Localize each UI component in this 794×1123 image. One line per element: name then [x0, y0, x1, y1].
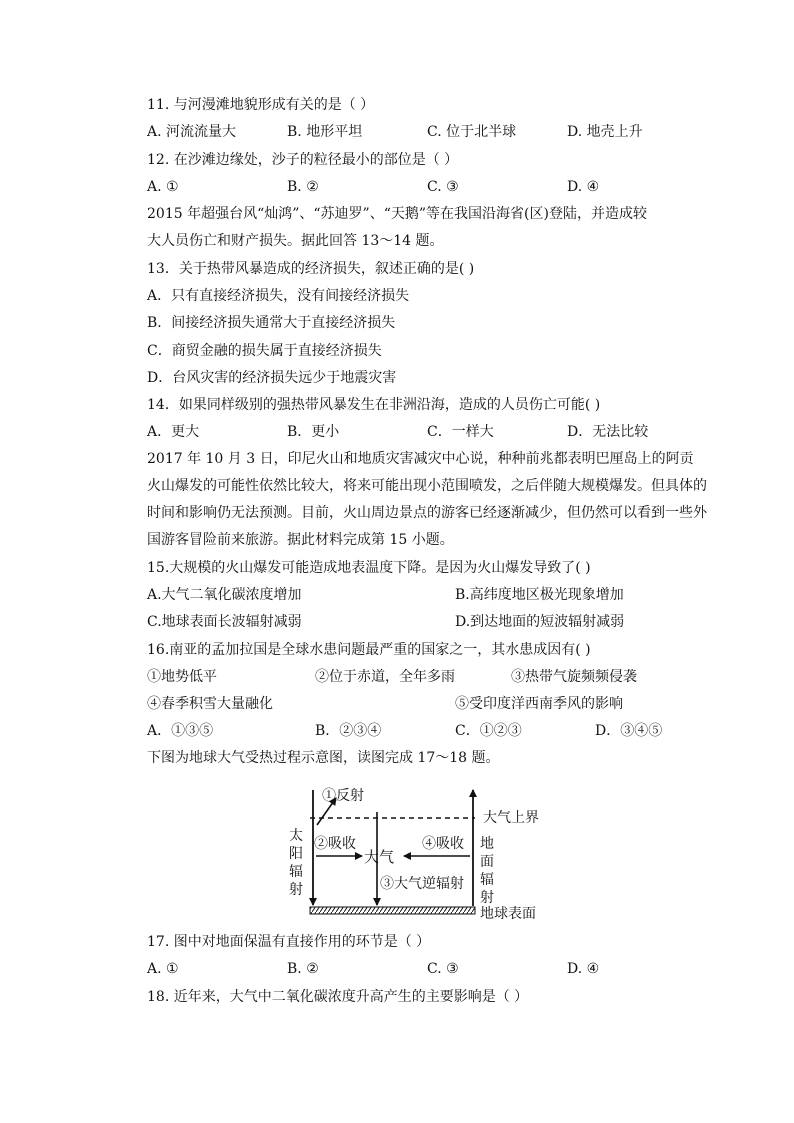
q12-stem: 12. 在沙滩边缘处，沙子的粒径最小的部位是（ ） [147, 152, 459, 168]
solar-radiation-char: 辐 [289, 864, 303, 880]
solar-radiation-char: 阳 [289, 846, 303, 862]
ground-radiation-char: 辐 [480, 872, 494, 888]
q13-option-d: D．台风灾害的经济损失远少于地震灾害 [147, 370, 397, 386]
passage2-line: 国游客冒险前来旅游。据此材料完成第 15 小题。 [147, 532, 454, 548]
q11-option-b: B. 地形平坦 [287, 124, 363, 140]
q16-item: ③热带气旋频频侵袭 [511, 669, 637, 685]
q15-option-b: B.高纬度地区极光现象增加 [455, 587, 624, 603]
q15-option-c: C.地球表面长波辐射减弱 [147, 614, 302, 630]
q13-option-a: A．只有直接经济损失，没有间接经济损失 [147, 288, 410, 304]
q14-option-a: A．更大 [147, 424, 200, 440]
q17-option-c: C. ③ [427, 961, 459, 977]
q14-option-b: B．更小 [287, 424, 340, 440]
solar-radiation-char: 射 [289, 882, 303, 898]
ground-radiation-char: 面 [480, 854, 494, 870]
q15-option-d: D.到达地面的短波辐射减弱 [455, 614, 625, 630]
ground-surface-label: 地球表面 [480, 906, 536, 920]
q16-item: ④春季积雪大量融化 [147, 696, 273, 712]
q14-option-c: C．一样大 [427, 424, 494, 440]
ground-radiation-char: 地 [480, 836, 494, 852]
q11-option-c: C. 位于北半球 [427, 124, 517, 140]
step1-reflect-label: ①反射 [322, 788, 364, 804]
q12-option-c: C. ③ [427, 179, 459, 195]
q13-stem: 13．关于热带风暴造成的经济损失，叙述正确的是( ) [147, 261, 475, 277]
q16-item: ②位于赤道，全年多雨 [315, 669, 455, 685]
passage1-line: 大人员伤亡和财产损失。据此回答 13～14 题。 [147, 233, 444, 249]
q14-option-d: D．无法比较 [567, 424, 649, 440]
q18-stem: 18. 近年来，大气中二氧化碳浓度升高产生的主要影响是（ ） [147, 989, 529, 1005]
passage2-line: 火山爆发的可能性依然比较大，将来可能出现小范围喷发，之后伴随大规模爆发。但具体的 [147, 478, 707, 494]
q16-item: ⑤受印度洋西南季风的影响 [455, 696, 623, 712]
step3-counter-radiation-label: ③大气逆辐射 [380, 876, 464, 892]
atmosphere-heating-diagram [280, 780, 560, 920]
q11-option-d: D. 地壳上升 [567, 124, 643, 140]
q11-stem: 11. 与河漫滩地貌形成有关的是（ ） [147, 97, 375, 113]
q15-option-a: A.大气二氧化碳浓度增加 [147, 587, 302, 603]
q11-option-a: A. 河流流量大 [147, 124, 237, 140]
q13-option-b: B．间接经济损失通常大于直接经济损失 [147, 315, 396, 331]
q14-stem: 14．如果同样级别的强热带风暴发生在非洲沿海，造成的人员伤亡可能( ) [147, 397, 601, 413]
q12-option-b: B. ② [287, 179, 319, 195]
passage1-line: 2015 年超强台风“灿鸿”、“苏迪罗”、“天鹅”等在我国沿海省(区)登陆，并造成较 [147, 206, 647, 222]
figure-intro: 下图为地球大气受热过程示意图，读图完成 17～18 题。 [147, 750, 500, 766]
ground-radiation-char: 射 [480, 890, 494, 906]
q17-option-d: D. ④ [567, 961, 600, 977]
ground-surface [310, 907, 475, 914]
q16-item: ①地势低平 [147, 669, 217, 685]
solar-radiation-char: 太 [289, 828, 303, 844]
passage2-line: 2017 年 10 月 3 日，印尼火山和地质灾害减灾中心说，种种前兆都表明巴厘岛上的阿贡 [147, 451, 694, 467]
q16-option-c: C．①②③ [455, 723, 522, 739]
q16-option-a: A．①③⑤ [147, 723, 214, 739]
q12-option-a: A. ① [147, 179, 179, 195]
q12-option-d: D. ④ [567, 179, 600, 195]
q17-option-b: B. ② [287, 961, 319, 977]
atmosphere-label: 大气 [364, 848, 395, 866]
atmosphere-top-label: 大气上界 [483, 810, 539, 826]
q17-option-a: A. ① [147, 961, 179, 977]
q17-stem: 17. 图中对地面保温有直接作用的环节是（ ） [147, 934, 431, 950]
step2-absorb-label: ②吸收 [314, 836, 356, 852]
step4-absorb-label: ④吸收 [422, 836, 464, 852]
q16-option-b: B．②③④ [315, 723, 382, 739]
q13-option-c: C．商贸金融的损失属于直接经济损失 [147, 343, 382, 359]
q16-stem: 16.南亚的孟加拉国是全球水患问题最严重的国家之一，其水患成因有( ) [147, 642, 591, 658]
passage2-line: 时间和影响仍无法预测。目前，火山周边景点的游客已经逐渐减少，但仍然可以看到一些外 [147, 505, 707, 521]
q15-stem: 15.大规模的火山爆发可能造成地表温度下降。是因为火山爆发导致了( ) [147, 560, 591, 576]
q16-option-d: D．③④⑤ [595, 723, 663, 739]
